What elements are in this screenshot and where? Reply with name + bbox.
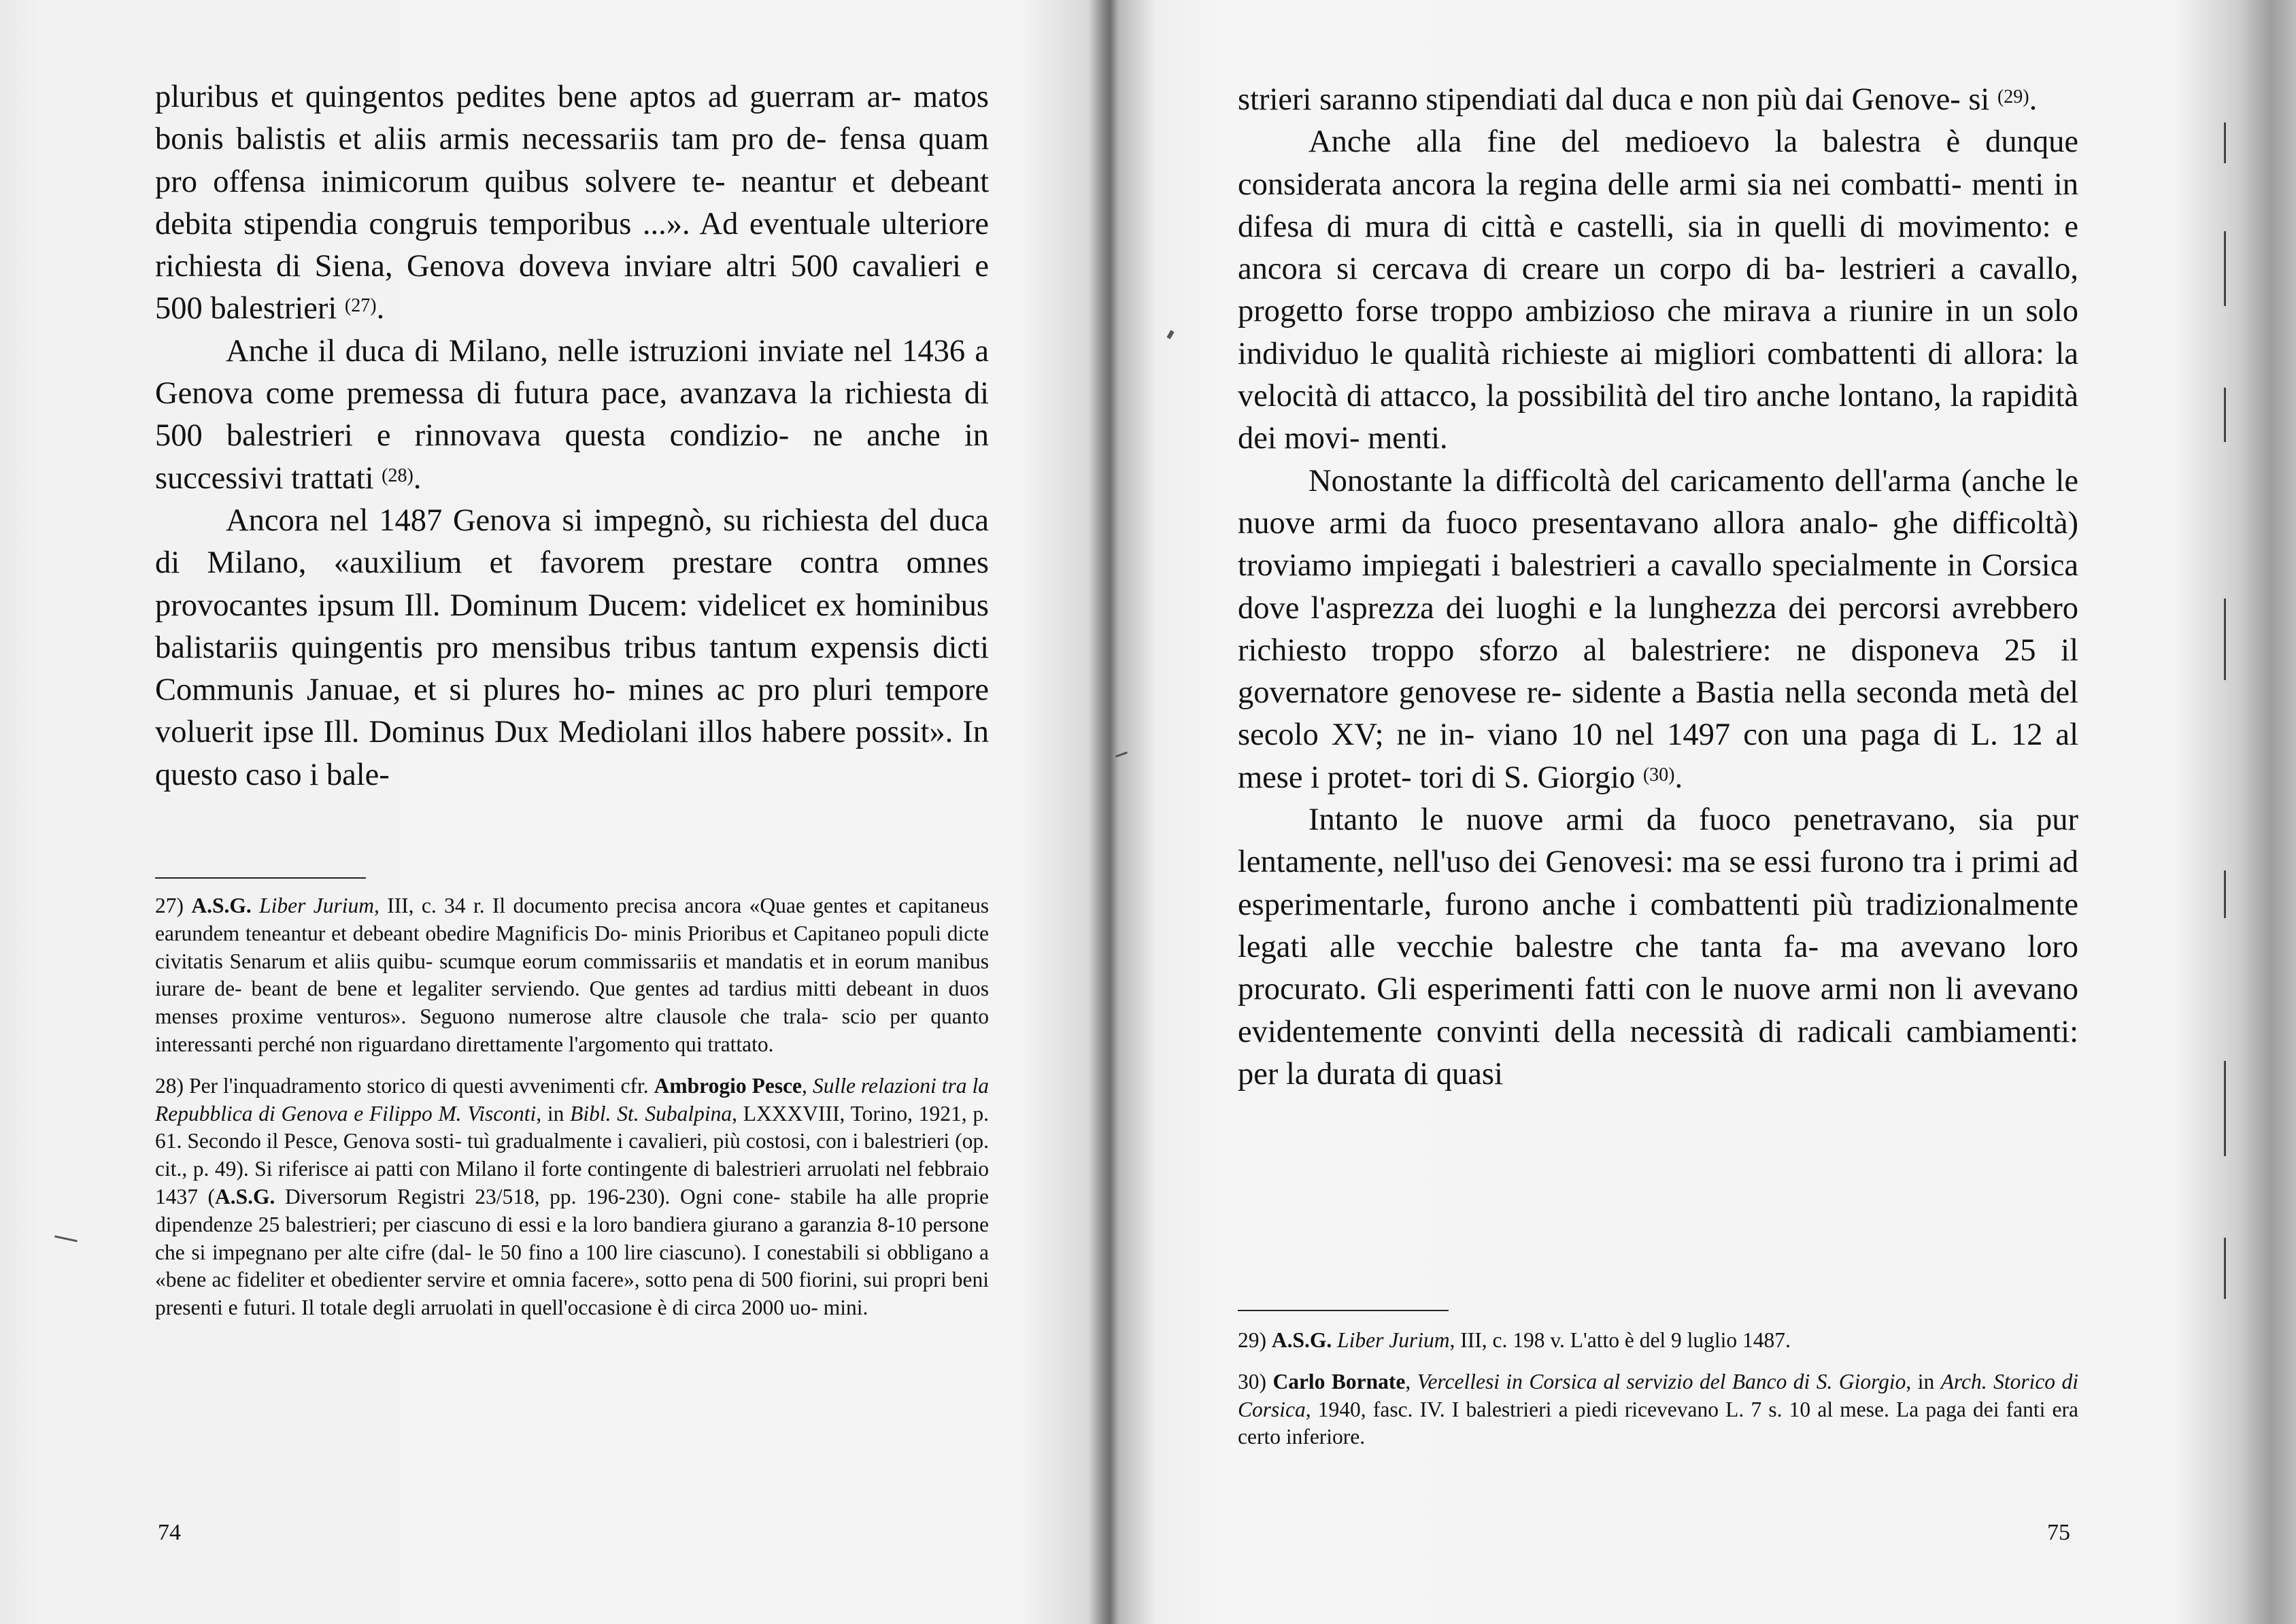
footnote-30: 30) Carlo Bornate, Vercellesi in Corsica al servizio del Banco di S. Giorgio, in Arch. Storico di Corsica, 1940, fasc. IV. I balestrieri a piedi ricevevano L. 7 s. 10 al mese. La paga dei fanti era certo inferiore. xyxy=(1238,1369,2079,1449)
footnote-28: 28) Per l'inquadramento storico di questi avvenimenti cfr. Ambrogio Pesce, Sulle relazioni tra la Repubblica di Genova e Filippo M. Visconti, in Bibl. St. Subalpina, LXXXVIII, Torino, 1921, p. 61. Secondo il Pesce, Genova sosti- tuì gradualmente i cavalieri, più costosi, con i balestrieri (op. cit., p. 49). Si riferisce ai patti con Milano il forte contingente di balestrieri arruolati nel febbraio 1437 (A.S.G. Diversorum Registri 23/518, pp. 196-230). Ogni cone- stabile ha alle proprie dipendenze 25 balestrieri; per ciascuno di essi e la loro bandiera giurano a garanzia 8-10 persone che si impegnano per alte cifre (dal- le 50 fino a 100 lire ciascuno). I conestabili si obbligano a «bene ac fideliter et obedienter servire et omnia facere», sotto pena di 500 fiorini, sui propri beni presenti e futuri. Il totale degli arruolati in quell'occasione è di circa 2000 uo- mini. xyxy=(155,1073,990,1320)
footnote-ref-27[interactable]: (27) xyxy=(344,295,377,317)
footnote-divider xyxy=(155,877,366,879)
right-paragraph-1: strieri saranno stipendiati dal duca e non più dai Genove- si $^{(29)}$. xyxy=(1238,82,2038,117)
page-number-left: 74 xyxy=(158,1520,181,1545)
right-paragraph-3: Nonostante la difficoltà del caricamento dell'arma (anche le nuove armi da fuoco presentavano allora analo- ghe difficoltà) troviamo impiegati i balestrieri a cavallo specialmente in Corsica dove l'asprezza dei luoghi e la lunghezza dei percorsi avrebbero richiesto troppo sforzo al balestriere: ne disponeva 25 il governatore genovese re- sidente a Bastia nella seconda metà del secolo XV; ne in- viano 10 nel 1497 con una paga di L. 12 al mese i protet- tori di S. Giorgio $^{(30)}$. xyxy=(1238,463,2078,795)
left-page-body xyxy=(155,76,989,796)
right-paragraph-2: Anche alla fine del medioevo la balestra è dunque considerata ancora la regina delle armi sia nei combatti- menti in difesa di mura di città e castelli, sia in quelli di movimento: e ancora si cercava di creare un corpo di ba- lestrieri a cavallo, progetto forse troppo ambizioso che mirava a riunire in un solo individuo le qualità richieste ai migliori combattenti di allora: la velocità di attacco, la possibilità del tiro anche lontano, la rapidità dei movi- menti. xyxy=(1238,124,2078,456)
left-paragraph-1: pluribus et quingentos pedites bene aptos ad guerram ar- matos bonis balistis et aliis armis necessariis tam pro de- fensa quam pro offensa inimicorum quibus solvere te- neantur et debeant debita stipendia congruis temporibus ...». Ad eventuale ulteriore richiesta di Siena, Genova doveva inviare altri 500 cavalieri e 500 balestrieri $^{(27)}$. xyxy=(155,80,989,326)
footnote-ref-28[interactable]: (28) xyxy=(382,464,413,486)
right-footnotes xyxy=(1238,1327,2078,1465)
page-number-right: 75 xyxy=(2047,1520,2070,1545)
footnote-ref-30[interactable]: (30) xyxy=(1642,764,1675,785)
footnote-27: 27) A.S.G. Liber Jurium, III, c. 34 r. Il documento precisa ancora «Quae gentes et capitaneus earundem teneantur et debeant obedire Magnificis Do- minis Prioribus et Capitaneo populi dicte civitatis Senarum et aliis quibu- scumque eorum commissariis et mandatis et in eorum manibus iurare de- beant de bene et legaliter serviendo. Que gentes ad tardius mitti debeant in duos menses proxime venturos». Seguono numerose altre clausole che trala- scio per quanto interessanti perché non riguardano direttamente l'argomento qui trattato. xyxy=(155,894,990,1056)
left-footnotes xyxy=(155,892,989,1336)
footnote-divider xyxy=(1238,1310,1449,1311)
footnote-ref-29[interactable]: (29) xyxy=(1997,86,2029,107)
left-paragraph-3: Ancora nel 1487 Genova si impegnò, su richiesta del duca di Milano, «auxilium et favorem prestare contra omnes provocantes ipsum Ill. Dominum Ducem: videlicet ex hominibus balistariis quingentis pro mensibus tribus tantum expensis dicti Communis Januae, et si plures ho- mines ac pro pluri tempore voluerit ipse Ill. Dominus Dux Mediolani illos habere possit». In questo caso i bale- xyxy=(155,503,989,792)
right-page xyxy=(1115,0,2296,1624)
margin-marks xyxy=(2224,122,2229,1347)
right-page-body xyxy=(1238,79,2078,1096)
right-paragraph-4: Intanto le nuove armi da fuoco penetravano, sia pur lentamente, nell'uso dei Genovesi: ma se essi furono tra i primi ad esperimentarle, furono anche i combattenti più tradizionalmente legati alle vecchie balestre che tanta fa- ma avevano loro procurato. Gli esperimenti fatti con le nuove armi non li avevano evidentemente convinti della necessità di radicali cambiamenti: per la durata di quasi xyxy=(1238,802,2078,1092)
left-page xyxy=(0,0,1102,1624)
left-paragraph-2: Anche il duca di Milano, nelle istruzioni inviate nel 1436 a Genova come premessa di futura pace, avanzava la richiesta di 500 balestrieri e rinnovava questa condizio- ne anche in successivi trattati $^{(28)}$. xyxy=(155,333,989,496)
footnote-29: 29) A.S.G. Liber Jurium, III, c. 198 v. L'atto è del 9 luglio 1487. xyxy=(1238,1328,1791,1352)
